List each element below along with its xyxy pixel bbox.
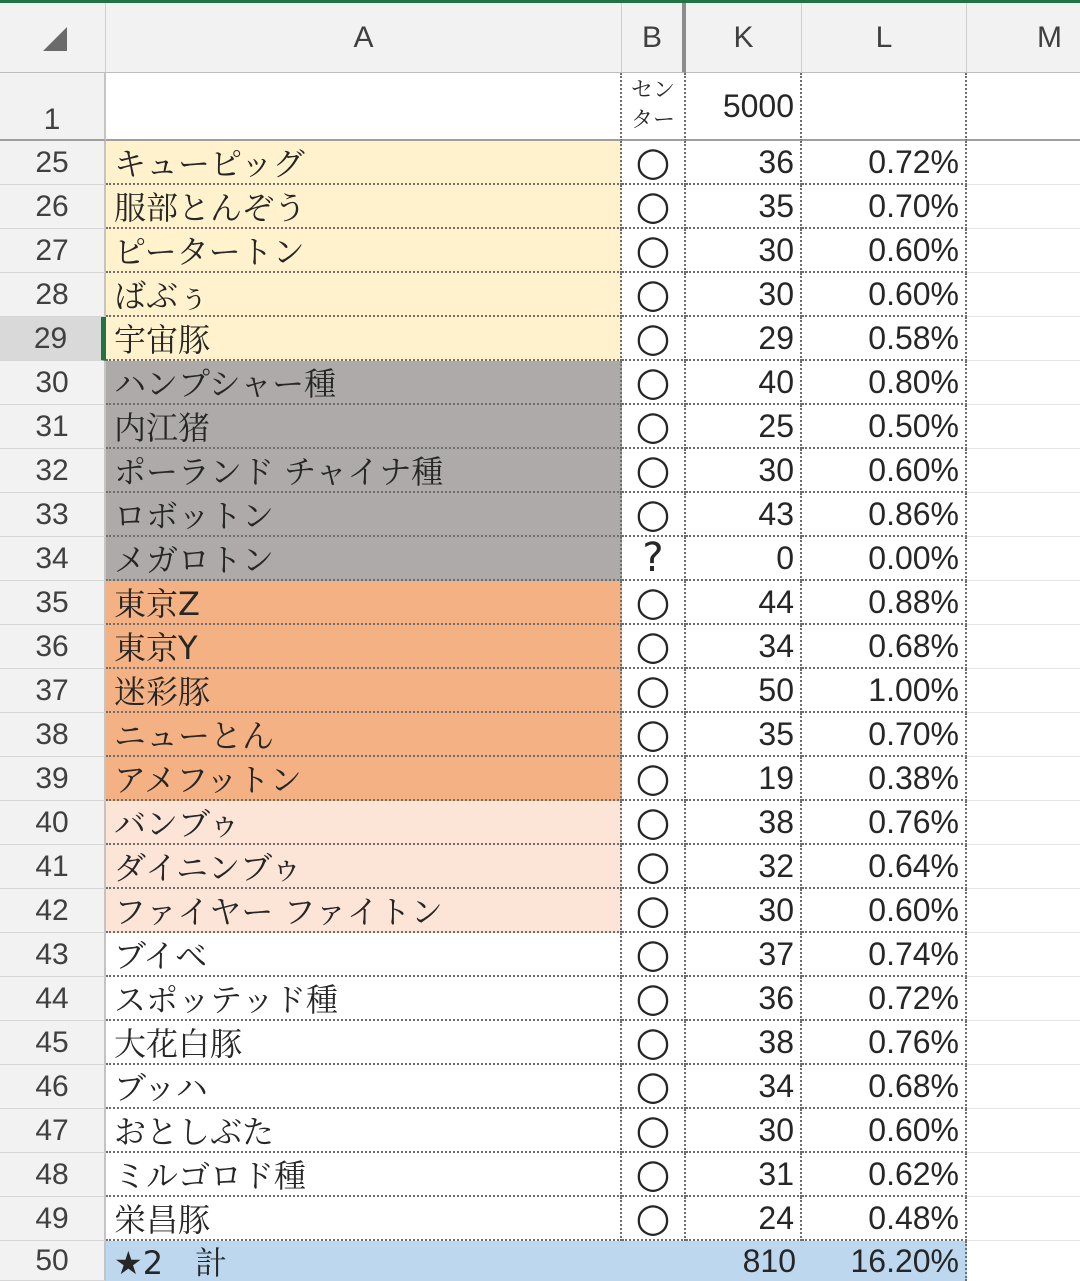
cell-A38[interactable]: ニューとん	[106, 713, 622, 757]
cell-B37[interactable]: ○	[622, 669, 686, 713]
cell-A30[interactable]: ハンプシャー種	[106, 361, 622, 405]
row-34	[0, 537, 1080, 581]
row-header-1[interactable]: 1	[0, 73, 106, 141]
cell-K43[interactable]: 37	[686, 933, 802, 977]
row-28	[0, 273, 1080, 317]
cell-K49[interactable]: 24	[686, 1197, 802, 1241]
row-30	[0, 361, 1080, 405]
cell-M45[interactable]	[967, 1021, 1080, 1065]
cell-A44[interactable]: スポッテッド種	[106, 977, 622, 1021]
cell-L27[interactable]: 0.60%	[802, 229, 967, 273]
row-header-34[interactable]: 34	[0, 537, 106, 581]
cell-L43[interactable]: 0.74%	[802, 933, 967, 977]
row-header-33[interactable]: 33	[0, 493, 106, 537]
cell-B32[interactable]: ○	[622, 449, 686, 493]
row-header-37[interactable]: 37	[0, 669, 106, 713]
cell-L45[interactable]: 0.76%	[802, 1021, 967, 1065]
cell-K40[interactable]: 38	[686, 801, 802, 845]
row-header-50[interactable]: 50	[0, 1241, 106, 1281]
row-35	[0, 581, 1080, 625]
cell-A48[interactable]: ミルゴロド種	[106, 1153, 622, 1197]
cell-A34[interactable]: メガロトン	[106, 537, 622, 581]
row-46	[0, 1065, 1080, 1109]
cell-A46[interactable]: ブッハ	[106, 1065, 622, 1109]
row-45	[0, 1021, 1080, 1065]
row-header-41[interactable]: 41	[0, 845, 106, 889]
row-header-47[interactable]: 47	[0, 1109, 106, 1153]
row-41	[0, 845, 1080, 889]
cell-M39[interactable]	[967, 757, 1080, 801]
cell-K30[interactable]: 40	[686, 361, 802, 405]
row-37	[0, 669, 1080, 713]
cell-A50[interactable]: ★2 計	[106, 1241, 622, 1281]
cell-L40[interactable]: 0.76%	[802, 801, 967, 845]
cell-B39[interactable]: ○	[622, 757, 686, 801]
row-header-39[interactable]: 39	[0, 757, 106, 801]
row-47	[0, 1109, 1080, 1153]
cell-B45[interactable]: ○	[622, 1021, 686, 1065]
row-44	[0, 977, 1080, 1021]
cell-A28[interactable]: ばぶぅ	[106, 273, 622, 317]
cell-A43[interactable]: ブイベ	[106, 933, 622, 977]
cell-L36[interactable]: 0.68%	[802, 625, 967, 669]
row-43	[0, 933, 1080, 977]
select-all-triangle-icon	[43, 27, 67, 51]
cell-L32[interactable]: 0.60%	[802, 449, 967, 493]
cell-L30[interactable]: 0.80%	[802, 361, 967, 405]
cell-L50[interactable]: 16.20%	[802, 1241, 967, 1281]
row-1	[0, 73, 1080, 141]
cell-K25[interactable]: 36	[686, 141, 802, 185]
row-header-44[interactable]: 44	[0, 977, 106, 1021]
cell-M35[interactable]	[967, 581, 1080, 625]
cell-L41[interactable]: 0.64%	[802, 845, 967, 889]
row-header-46[interactable]: 46	[0, 1065, 106, 1109]
cell-M40[interactable]	[967, 801, 1080, 845]
cell-L44[interactable]: 0.72%	[802, 977, 967, 1021]
row-header-27[interactable]: 27	[0, 229, 106, 273]
column-header-L[interactable]: L	[802, 3, 967, 73]
cell-K28[interactable]: 30	[686, 273, 802, 317]
row-48	[0, 1153, 1080, 1197]
row-header-31[interactable]: 31	[0, 405, 106, 449]
cell-B41[interactable]: ○	[622, 845, 686, 889]
row-header-43[interactable]: 43	[0, 933, 106, 977]
cell-L48[interactable]: 0.62%	[802, 1153, 967, 1197]
cell-B47[interactable]: ○	[622, 1109, 686, 1153]
cell-L42[interactable]: 0.60%	[802, 889, 967, 933]
row-header-35[interactable]: 35	[0, 581, 106, 625]
cell-M34[interactable]	[967, 537, 1080, 581]
row-header-30[interactable]: 30	[0, 361, 106, 405]
row-header-28[interactable]: 28	[0, 273, 106, 317]
row-42	[0, 889, 1080, 933]
cell-B44[interactable]: ○	[622, 977, 686, 1021]
cell-A49[interactable]: 栄昌豚	[106, 1197, 622, 1241]
cell-M26[interactable]	[967, 185, 1080, 229]
cell-K44[interactable]: 36	[686, 977, 802, 1021]
cell-B26[interactable]: ○	[622, 185, 686, 229]
row-49	[0, 1197, 1080, 1241]
sheet-body	[0, 141, 1080, 1241]
column-header-A[interactable]: A	[106, 3, 622, 73]
cell-B35[interactable]: ○	[622, 581, 686, 625]
cell-B27[interactable]: ○	[622, 229, 686, 273]
cell-K39[interactable]: 19	[686, 757, 802, 801]
cell-B38[interactable]: ○	[622, 713, 686, 757]
cell-M46[interactable]	[967, 1065, 1080, 1109]
cell-B36[interactable]: ○	[622, 625, 686, 669]
cell-L26[interactable]: 0.70%	[802, 185, 967, 229]
row-header-45[interactable]: 45	[0, 1021, 106, 1065]
cell-A45[interactable]: 大花白豚	[106, 1021, 622, 1065]
row-36	[0, 625, 1080, 669]
cell-L38[interactable]: 0.70%	[802, 713, 967, 757]
cell-M37[interactable]	[967, 669, 1080, 713]
cell-M32[interactable]	[967, 449, 1080, 493]
cell-L35[interactable]: 0.88%	[802, 581, 967, 625]
row-26	[0, 185, 1080, 229]
cell-M1[interactable]	[967, 73, 1080, 141]
row-50	[0, 1241, 1080, 1281]
cell-A31[interactable]: 内江猪	[106, 405, 622, 449]
cell-K38[interactable]: 35	[686, 713, 802, 757]
cell-K45[interactable]: 38	[686, 1021, 802, 1065]
cell-A41[interactable]: ダイニンブゥ	[106, 845, 622, 889]
cell-K35[interactable]: 44	[686, 581, 802, 625]
cell-M48[interactable]	[967, 1153, 1080, 1197]
cell-L37[interactable]: 1.00%	[802, 669, 967, 713]
row-25	[0, 141, 1080, 185]
cell-A40[interactable]: バンブゥ	[106, 801, 622, 845]
cell-B30[interactable]: ○	[622, 361, 686, 405]
cell-K47[interactable]: 30	[686, 1109, 802, 1153]
cell-B34[interactable]: ?	[622, 537, 686, 581]
cell-M33[interactable]	[967, 493, 1080, 537]
cell-M38[interactable]	[967, 713, 1080, 757]
row-header-26[interactable]: 26	[0, 185, 106, 229]
cell-A47[interactable]: おとしぶた	[106, 1109, 622, 1153]
cell-K50[interactable]: 810	[686, 1241, 802, 1281]
cell-K32[interactable]: 30	[686, 449, 802, 493]
cell-A1[interactable]	[106, 73, 622, 141]
column-header-B[interactable]: B	[622, 3, 686, 73]
cell-B46[interactable]: ○	[622, 1065, 686, 1109]
cell-B25[interactable]: ○	[622, 141, 686, 185]
cell-M49[interactable]	[967, 1197, 1080, 1241]
cell-B48[interactable]: ○	[622, 1153, 686, 1197]
row-33	[0, 493, 1080, 537]
cell-A26[interactable]: 服部とんぞう	[106, 185, 622, 229]
row-39	[0, 757, 1080, 801]
cell-B28[interactable]: ○	[622, 273, 686, 317]
cell-M47[interactable]	[967, 1109, 1080, 1153]
cell-B31[interactable]: ○	[622, 405, 686, 449]
cell-M42[interactable]	[967, 889, 1080, 933]
cell-L34[interactable]: 0.00%	[802, 537, 967, 581]
cell-B50[interactable]	[622, 1241, 686, 1281]
row-header-49[interactable]: 49	[0, 1197, 106, 1241]
cell-L1[interactable]	[802, 73, 967, 141]
row-header-29[interactable]: 29	[0, 317, 106, 361]
cell-K31[interactable]: 25	[686, 405, 802, 449]
cell-A37[interactable]: 迷彩豚	[106, 669, 622, 713]
cell-K34[interactable]: 0	[686, 537, 802, 581]
select-all-button[interactable]	[0, 3, 106, 73]
cell-K29[interactable]: 29	[686, 317, 802, 361]
cell-A27[interactable]: ピータートン	[106, 229, 622, 273]
cell-L25[interactable]: 0.72%	[802, 141, 967, 185]
row-header-42[interactable]: 42	[0, 889, 106, 933]
cell-L46[interactable]: 0.68%	[802, 1065, 967, 1109]
cell-K46[interactable]: 34	[686, 1065, 802, 1109]
cell-A29[interactable]: 宇宙豚	[106, 317, 622, 361]
cell-A35[interactable]: 東京Z	[106, 581, 622, 625]
column-header-M[interactable]: M	[967, 3, 1080, 73]
row-header-36[interactable]: 36	[0, 625, 106, 669]
cell-L31[interactable]: 0.50%	[802, 405, 967, 449]
cell-B29[interactable]: ○	[622, 317, 686, 361]
cell-K27[interactable]: 30	[686, 229, 802, 273]
cell-M36[interactable]	[967, 625, 1080, 669]
row-header-38[interactable]: 38	[0, 713, 106, 757]
cell-A42[interactable]: ファイヤー ファイトン	[106, 889, 622, 933]
cell-M27[interactable]	[967, 229, 1080, 273]
cell-L47[interactable]: 0.60%	[802, 1109, 967, 1153]
cell-M25[interactable]	[967, 141, 1080, 185]
row-31	[0, 405, 1080, 449]
cell-K26[interactable]: 35	[686, 185, 802, 229]
cell-L28[interactable]: 0.60%	[802, 273, 967, 317]
row-header-25[interactable]: 25	[0, 141, 106, 185]
cell-L39[interactable]: 0.38%	[802, 757, 967, 801]
cell-L49[interactable]: 0.48%	[802, 1197, 967, 1241]
row-38	[0, 713, 1080, 757]
cell-K36[interactable]: 34	[686, 625, 802, 669]
cell-K48[interactable]: 31	[686, 1153, 802, 1197]
cell-M44[interactable]	[967, 977, 1080, 1021]
cell-B49[interactable]: ○	[622, 1197, 686, 1241]
cell-K42[interactable]: 30	[686, 889, 802, 933]
row-header-32[interactable]: 32	[0, 449, 106, 493]
cell-B33[interactable]: ○	[622, 493, 686, 537]
cell-A25[interactable]: キューピッグ	[106, 141, 622, 185]
cell-K1[interactable]: 5000	[686, 73, 802, 141]
cell-M28[interactable]	[967, 273, 1080, 317]
cell-A32[interactable]: ポーランド チャイナ種	[106, 449, 622, 493]
row-29	[0, 317, 1080, 361]
cell-L33[interactable]: 0.86%	[802, 493, 967, 537]
cell-M50[interactable]	[967, 1241, 1080, 1281]
row-header-40[interactable]: 40	[0, 801, 106, 845]
cell-K41[interactable]: 32	[686, 845, 802, 889]
cell-A36[interactable]: 東京Y	[106, 625, 622, 669]
cell-B43[interactable]: ○	[622, 933, 686, 977]
row-32	[0, 449, 1080, 493]
cell-K33[interactable]: 43	[686, 493, 802, 537]
cell-B42[interactable]: ○	[622, 889, 686, 933]
cell-M29[interactable]	[967, 317, 1080, 361]
cell-K37[interactable]: 50	[686, 669, 802, 713]
row-40	[0, 801, 1080, 845]
cell-M41[interactable]	[967, 845, 1080, 889]
row-header-48[interactable]: 48	[0, 1153, 106, 1197]
cell-M30[interactable]	[967, 361, 1080, 405]
cell-B1[interactable]: センター	[622, 73, 686, 141]
cell-L29[interactable]: 0.58%	[802, 317, 967, 361]
row-27	[0, 229, 1080, 273]
column-header-row	[0, 0, 1080, 73]
cell-M31[interactable]	[967, 405, 1080, 449]
cell-A33[interactable]: ロボットン	[106, 493, 622, 537]
column-header-K[interactable]: K	[686, 3, 802, 73]
cell-B40[interactable]: ○	[622, 801, 686, 845]
cell-A39[interactable]: アメフットン	[106, 757, 622, 801]
cell-M43[interactable]	[967, 933, 1080, 977]
